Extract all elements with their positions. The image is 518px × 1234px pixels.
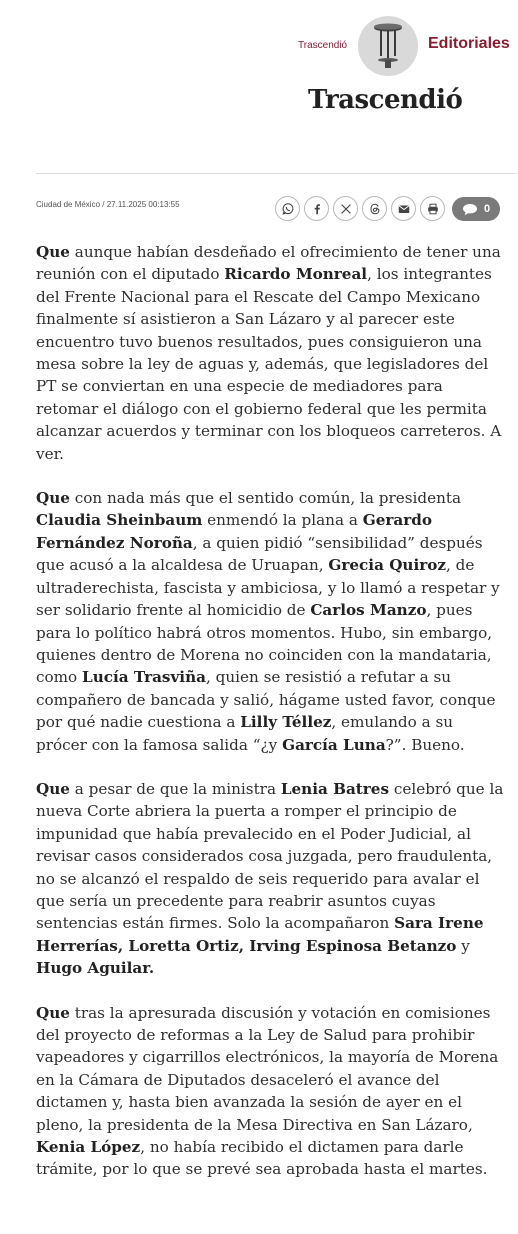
- body-text: , pues para lo político habrá otros momentos. Hubo, sin embargo, quienes dentro de Morena no coinciden con la mandataria, como: [36, 601, 493, 687]
- paragraph: [36, 487, 504, 756]
- dateline: Ciudad de México / 27.11.2025 00:13:55: [36, 200, 180, 209]
- comments-button[interactable]: [452, 197, 500, 221]
- x-icon[interactable]: [333, 196, 358, 221]
- comment-bubble-icon: [462, 203, 478, 216]
- emphasis-text: Que: [36, 489, 70, 508]
- body-text: tras la apresurada discusión y votación en comisiones del proyecto de reformas a la Ley de Salud para prohibir vapeadores y cigarrillos electrónicos, la mayoría de Morena en la Cámara de Diputados desaceleró el avance del dictamen y, hasta bien avanzada la sesión de ayer en el pleno, la presidenta de la Mesa Directiva en San Lázaro,: [36, 1003, 499, 1134]
- body-text: aunque habían desdeñado el ofrecimiento de tener una reunión con el diputado: [36, 243, 501, 284]
- body-text: , a quien pidió “sensibilidad” después que acusó a la alcaldesa de Uruapan,: [36, 533, 483, 575]
- emphasis-text: Grecia Quiroz: [328, 556, 446, 575]
- emphasis-text: Lilly Téllez: [240, 713, 332, 732]
- emphasis-text: Gerardo Fernández Noroña: [36, 511, 432, 552]
- paragraph: [36, 1002, 504, 1181]
- emphasis-text: Que: [36, 1003, 70, 1022]
- emphasis-text: Lenia Batres: [280, 779, 390, 798]
- print-icon[interactable]: [420, 196, 445, 221]
- section-header: [0, 16, 518, 76]
- kicker-link[interactable]: Trascendió: [298, 40, 348, 51]
- body-text: , no había recibido el dictamen para darle trámite, por lo que se prevé sea aprobada hasta el martes.: [36, 1138, 488, 1179]
- emphasis-text: Carlos Manzo: [310, 601, 427, 620]
- page-title: Trascendió: [308, 85, 463, 115]
- body-text: enmendó la plana a: [202, 511, 363, 530]
- body-text: y: [456, 936, 470, 955]
- body-text: , quien se resistió a refutar a su compañero de bancada y salió, hágame usted favor, conque por qué nadie cuestiona a: [36, 668, 496, 732]
- emphasis-text: Kenia López: [36, 1138, 141, 1157]
- body-text: a pesar de que la ministra: [69, 779, 281, 798]
- body-text: con nada más que el sentido común, la presidenta: [69, 489, 462, 508]
- body-text: , de ultraderechista, fascista y ambiciosa, y lo llamó a respetar y ser solidario frente al homicidio de: [36, 556, 500, 620]
- article-body: [36, 241, 504, 1203]
- section-link[interactable]: Editoriales: [428, 35, 510, 52]
- emphasis-text: Ricardo Monreal: [224, 265, 368, 284]
- paragraph: [36, 241, 504, 465]
- divider: [36, 173, 517, 174]
- threads-icon[interactable]: [362, 196, 387, 221]
- emphasis-text: Claudia Sheinbaum: [36, 511, 203, 530]
- whatsapp-icon[interactable]: [275, 196, 300, 221]
- body-text: , emulando a su prócer con la famosa salida “¿y: [36, 713, 454, 754]
- emphasis-text: Que: [36, 779, 70, 798]
- facebook-icon[interactable]: [304, 196, 329, 221]
- body-text: ?”. Bueno.: [385, 735, 465, 754]
- comment-count: 0: [483, 203, 491, 215]
- emphasis-text: García Luna: [282, 735, 386, 754]
- emphasis-text: Lucía Trasviña: [82, 668, 206, 687]
- column-seal-icon: [358, 16, 418, 76]
- email-icon[interactable]: [391, 196, 416, 221]
- paragraph: [36, 778, 504, 980]
- emphasis-text: Hugo Aguilar.: [36, 959, 155, 978]
- emphasis-text: Sara Irene Herrerías, Loretta Ortiz, Irving Espinosa Betanzo: [36, 914, 484, 955]
- emphasis-text: Que: [36, 243, 70, 261]
- body-text: , los integrantes del Frente Nacional para el Rescate del Campo Mexicano finalmente sí asistieron a San Lázaro y al parecer este encuentro tuvo buenos resultados, pues consiguieron una mesa sobre la ley de aguas y, además, que legisladores del PT se conviertan en una especie de mediadores para retomar el diálogo con el gobierno federal que les permita alcanzar acuerdos y terminar con los bloqueos carreteros. A ver.: [36, 265, 502, 463]
- body-text: celebró que la nueva Corte abriera la puerta a romper el principio de impunidad que había prevalecido en el Poder Judicial, al revisar casos considerados cosa juzgada, pero fraudulenta, no se alcanzó el respaldo de seis requerido para avalar el que sería un precedente para reabrir asuntos cuyas sentencias están firmes. Solo la acompañaron: [36, 779, 504, 933]
